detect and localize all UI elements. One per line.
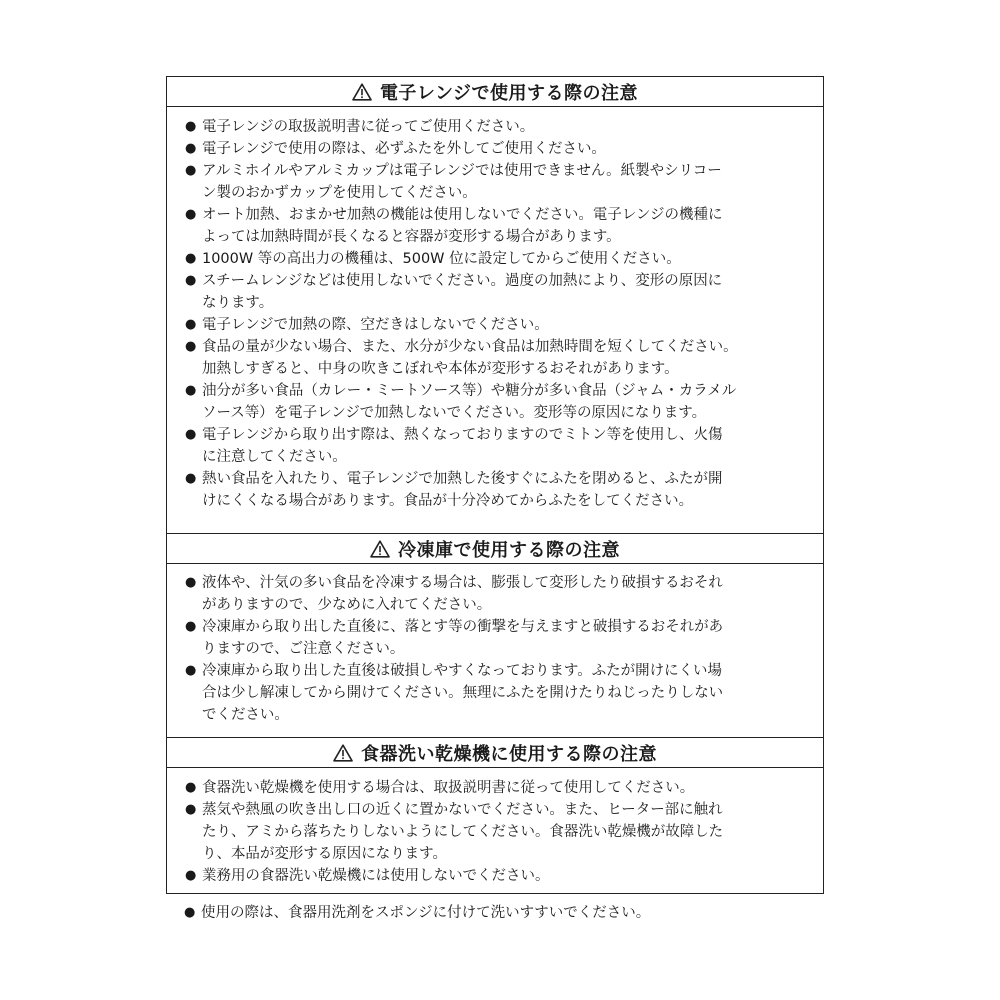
item-list [167, 564, 823, 726]
caution-item [185, 204, 823, 248]
bullet-icon: ● [185, 119, 197, 134]
caution-text-line: 合は少し解凍してから開けてください。無理にふたを開けたりねじったりしない [202, 685, 724, 701]
bullet-icon: ● [185, 575, 197, 590]
bullet-icon: ● [185, 802, 197, 817]
caution-item [185, 468, 823, 512]
caution-text-line: 加熱しすぎると、中身の吹きこぼれや本体が変形するおそれがあります。 [202, 361, 679, 377]
item-list [167, 107, 823, 512]
section-title: 電子レンジで使用する際の注意 [379, 82, 639, 104]
caution-item [185, 314, 823, 336]
bullet-icon: ● [185, 471, 197, 486]
caution-text-line: りますので、ご注意ください。 [202, 641, 405, 657]
caution-item [185, 160, 823, 204]
section-header [167, 534, 823, 564]
caution-notice-box [166, 76, 824, 894]
warning-triangle-icon [333, 744, 353, 762]
caution-text-line: ン製のおかずカップを使用してください。 [202, 185, 477, 201]
caution-text-line: 冷凍庫から取り出した直後に、落とす等の衝撃を与えますと破損するおそれがあ [202, 619, 724, 635]
footer-text: 使用の際は、食器用洗剤をスポンジに付けて洗いすすいでください。 [201, 905, 651, 921]
bullet-icon: ● [185, 141, 197, 156]
caution-text-line: けにくくなる場合があります。食品が十分冷めてからふたをしてください。 [202, 493, 694, 509]
caution-text-line: スチームレンジなどは使用しないでください。過度の加熱により、変形の原因に [202, 273, 723, 289]
bullet-icon: ● [185, 207, 197, 222]
section-microwave [167, 77, 823, 533]
caution-text-line: 液体や、汁気の多い食品を冷凍する場合は、膨張して変形したり破損するおそれ [202, 575, 723, 591]
warning-triangle-icon [352, 83, 372, 101]
caution-item [185, 777, 823, 799]
caution-text-line: 業務用の食器洗い乾燥機には使用しないでください。 [202, 868, 550, 884]
bullet-icon: ● [185, 663, 197, 678]
caution-text-line: 電子レンジの取扱説明書に従ってご使用ください。 [202, 119, 535, 135]
caution-text-line: ソース等）を電子レンジで加熱しないでください。変形等の原因になります。 [202, 405, 707, 421]
bullet-icon: ● [185, 427, 197, 442]
caution-item [185, 270, 823, 314]
bullet-icon: ● [185, 251, 197, 266]
caution-item [185, 116, 823, 138]
caution-text-line: 電子レンジで加熱の際、空だきはしないでください。 [202, 317, 549, 333]
bullet-icon: ● [185, 317, 197, 332]
section-dishwasher [167, 737, 823, 893]
caution-text-line: なります。 [202, 295, 274, 311]
caution-text-line: 冷凍庫から取り出した直後は破損しやすくなっております。ふたが開けにくい場 [202, 663, 723, 679]
caution-item [185, 660, 823, 726]
caution-text-line: 熱い食品を入れたり、電子レンジで加熱した後すぐにふたを閉めると、ふたが開 [202, 471, 723, 487]
caution-item [185, 248, 823, 270]
bullet-icon: ● [184, 905, 196, 920]
bullet-icon: ● [185, 273, 197, 288]
caution-text-line: 1000W 等の高出力の機種は、500W 位に設定してからご使用ください。 [202, 251, 681, 267]
caution-item [185, 138, 823, 160]
caution-text-line: 油分が多い食品（カレー・ミートソース等）や糖分が多い食品（ジャム・カラメル [202, 383, 737, 399]
caution-item [185, 799, 823, 865]
item-list [167, 768, 823, 887]
caution-text-line: に注意してください。 [202, 449, 347, 465]
section-title: 冷凍庫で使用する際の注意 [398, 539, 620, 561]
section-freezer [167, 533, 823, 737]
caution-text-line: よっては加熱時間が長くなると容器が変形する場合があります。 [202, 229, 621, 245]
caution-item [185, 424, 823, 468]
caution-text-line: 電子レンジから取り出す際は、熱くなっておりますのでミトン等を使用し、火傷 [202, 427, 723, 443]
caution-text-line: アルミホイルやアルミカップは電子レンジでは使用できません。紙製やシリコー [202, 163, 722, 179]
warning-triangle-icon [370, 540, 390, 558]
caution-text-line: 電子レンジで使用の際は、必ずふたを外してご使用ください。 [202, 141, 606, 157]
caution-item [185, 336, 823, 380]
caution-text-line: 食器洗い乾燥機を使用する場合は、取扱説明書に従って使用してください。 [202, 780, 695, 796]
caution-text-line: 蒸気や熱風の吹き出し口の近くに置かないでください。また、ヒーター部に触れ [202, 802, 723, 818]
bullet-icon: ● [185, 868, 197, 883]
caution-text-line: がありますので、少なめに入れてください。 [202, 597, 492, 613]
caution-text-line: たり、アミから落ちたりしないようにしてください。食器洗い乾燥機が故障した [202, 824, 724, 840]
bullet-icon: ● [185, 619, 197, 634]
caution-item [185, 865, 823, 887]
bullet-icon: ● [185, 339, 197, 354]
caution-item [185, 380, 823, 424]
section-title: 食器洗い乾燥機に使用する際の注意 [361, 743, 657, 765]
caution-item [185, 616, 823, 660]
bullet-icon: ● [185, 383, 197, 398]
section-header [167, 738, 823, 768]
bullet-icon: ● [185, 163, 197, 178]
caution-text-line: でください。 [202, 707, 289, 723]
section-header [167, 77, 823, 107]
caution-item [185, 572, 823, 616]
footer-note [184, 902, 650, 924]
caution-text-line: 食品の量が少ない場合、また、水分が少ない食品は加熱時間を短くしてください。 [202, 339, 738, 355]
caution-text-line: オート加熱、おまかせ加熱の機能は使用しないでください。電子レンジの機種に [202, 207, 723, 223]
caution-text-line: り、本品が変形する原因になります。 [202, 846, 447, 862]
bullet-icon: ● [185, 780, 197, 795]
